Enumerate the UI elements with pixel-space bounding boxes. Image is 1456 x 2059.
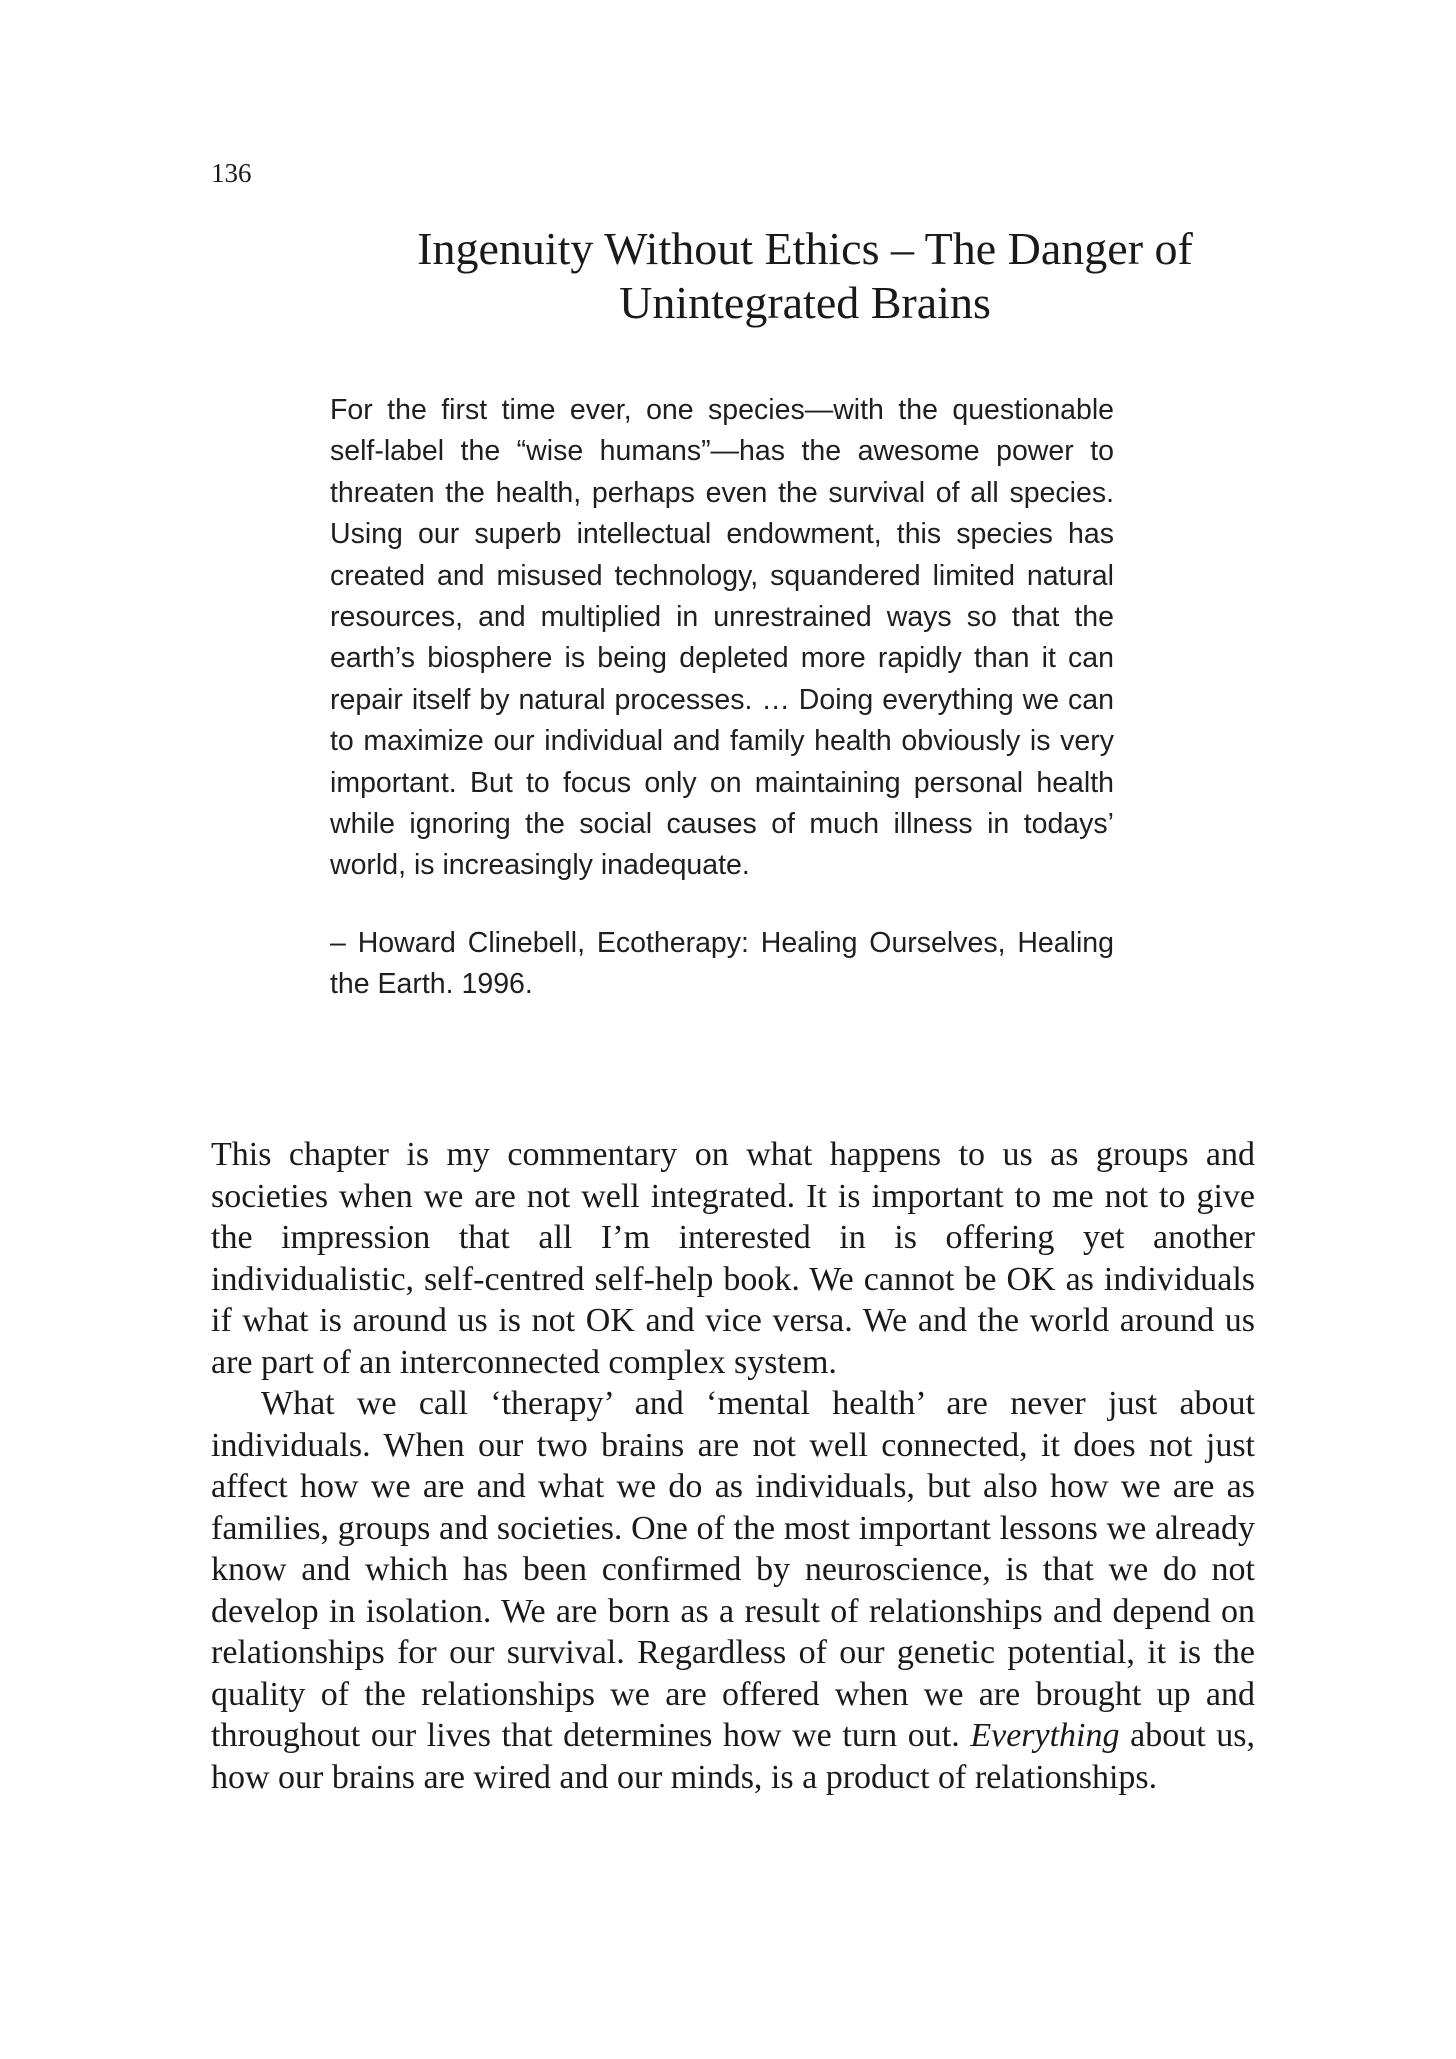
chapter-title-line-1: Ingenuity Without Ethics – The Danger of xyxy=(417,223,1193,274)
page-number: 136 xyxy=(211,158,252,188)
body-paragraph-2-main: What we call ‘therapy’ and ‘mental health’ are never just about individuals. When our two brains are not well connected, it does not just affect how we are and what we do as individuals, but also how we are as families, groups and societies. One of the most important lessons we already know and which has been confirmed by neuroscience, is that we do not develop in isolation. We are born as a result of relationships and depend on relationships for our survival. Regardless of our genetic potential, it is the quality of the relationships we are offered when we are brought up and throughout our lives that determines how we turn out. xyxy=(211,1385,1255,1754)
epigraph xyxy=(330,390,1114,1006)
body-paragraph-2-end: about us, how our brains are wired and our minds, is a product of relationships. xyxy=(211,1717,1256,1796)
epigraph-quote: For the first time ever, one species—with the questionable self-label the “wise humans”—has the awesome power to threaten the health, perhaps even the survival of all species. Using our superb intellectual endowment, this species has created and misused technology, squandered limited natural resources, and multiplied in unrestrained ways so that the earth’s biosphere is being depleted more rapidly than it can repair itself by natural processes. … Doing everything we can to maximize our individual and family health obviously is very important. But to focus only on maintaining personal health while ignoring the social causes of much illness in todays’ world, is increasingly inadequate. xyxy=(330,394,1114,882)
chapter-title xyxy=(250,222,1360,330)
body-paragraph-2 xyxy=(211,1383,1255,1798)
body-text xyxy=(211,1134,1255,1798)
chapter-title-line-2: Unintegrated Brains xyxy=(619,277,991,328)
epigraph-attribution: – Howard Clinebell, Ecotherapy: Healing Ourselves, Healing the Earth. 1996. xyxy=(330,926,1114,1001)
body-paragraph-2-emphasis: Everything xyxy=(970,1717,1120,1754)
body-paragraph-1: This chapter is my commentary on what happens to us as groups and societies when we are not well integrated. It is important to me not to give the impression that all I’m interested in is offering yet another individualistic, self-centred self-help book. We cannot be OK as individuals if what is around us is not OK and vice versa. We and the world around us are part of an interconnected complex system. xyxy=(211,1136,1255,1381)
